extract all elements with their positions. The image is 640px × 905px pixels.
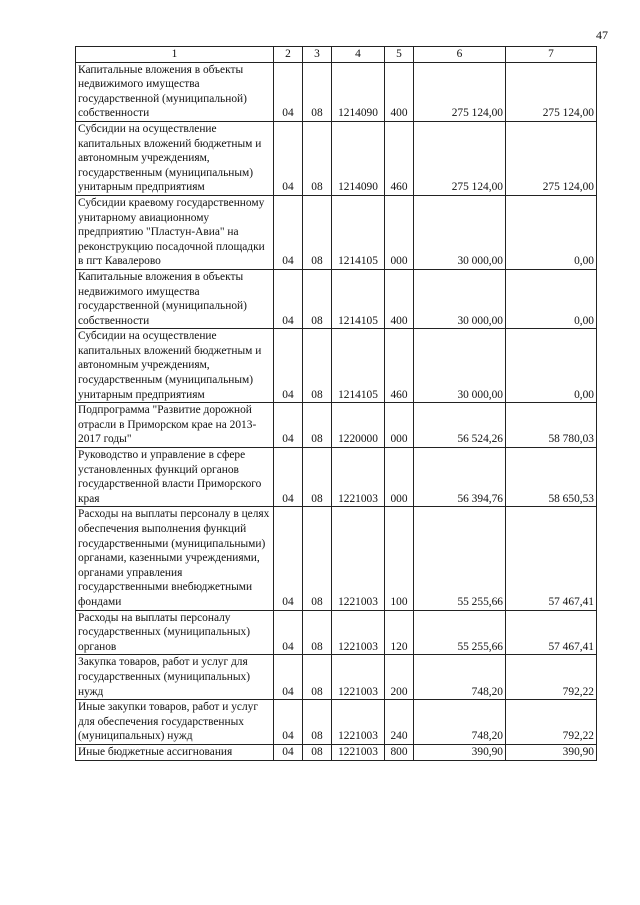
target-article-code: 1221003 [332, 448, 385, 507]
section-code: 04 [274, 744, 303, 760]
amount-year-2: 0,00 [506, 269, 597, 328]
amount-year-2: 57 467,41 [506, 507, 597, 610]
amount-year-1: 275 124,00 [414, 121, 506, 195]
amount-year-2: 275 124,00 [506, 121, 597, 195]
header-row [76, 47, 597, 63]
table-row [76, 448, 597, 507]
table-row [76, 507, 597, 610]
row-name: Капитальные вложения в объекты недвижимого имущества государственной (муниципальной) собственности [76, 62, 274, 121]
table-row [76, 655, 597, 700]
row-name: Закупка товаров, работ и услуг для государственных (муниципальных) нужд [76, 655, 274, 700]
table-row [76, 195, 597, 269]
target-article-code: 1214105 [332, 269, 385, 328]
subsection-code: 08 [303, 195, 332, 269]
header-cell: 5 [385, 47, 414, 63]
page-number: 47 [596, 28, 608, 42]
expense-type-code: 240 [385, 700, 414, 745]
section-code: 04 [274, 329, 303, 403]
section-code: 04 [274, 610, 303, 655]
amount-year-2: 57 467,41 [506, 610, 597, 655]
target-article-code: 1214105 [332, 195, 385, 269]
section-code: 04 [274, 403, 303, 448]
row-name: Подпрограмма "Развитие дорожной отрасли в Приморском крае на 2013-2017 годы" [76, 403, 274, 448]
subsection-code: 08 [303, 610, 332, 655]
table-row [76, 269, 597, 328]
expense-type-code: 000 [385, 403, 414, 448]
section-code: 04 [274, 448, 303, 507]
expense-type-code: 100 [385, 507, 414, 610]
amount-year-2: 792,22 [506, 700, 597, 745]
header-cell: 6 [414, 47, 506, 63]
table-row [76, 744, 597, 760]
subsection-code: 08 [303, 62, 332, 121]
amount-year-2: 58 780,03 [506, 403, 597, 448]
header-cell: 4 [332, 47, 385, 63]
target-article-code: 1214090 [332, 62, 385, 121]
header-cell: 2 [274, 47, 303, 63]
amount-year-1: 30 000,00 [414, 329, 506, 403]
amount-year-2: 792,22 [506, 655, 597, 700]
subsection-code: 08 [303, 329, 332, 403]
amount-year-2: 0,00 [506, 195, 597, 269]
subsection-code: 08 [303, 507, 332, 610]
target-article-code: 1221003 [332, 507, 385, 610]
amount-year-2: 0,00 [506, 329, 597, 403]
expense-type-code: 400 [385, 269, 414, 328]
target-article-code: 1221003 [332, 744, 385, 760]
target-article-code: 1220000 [332, 403, 385, 448]
header-cell: 7 [506, 47, 597, 63]
table-row [76, 121, 597, 195]
section-code: 04 [274, 62, 303, 121]
subsection-code: 08 [303, 403, 332, 448]
subsection-code: 08 [303, 448, 332, 507]
row-name: Субсидии на осуществление капитальных вложений бюджетным и автономным учреждениям, государственным (муниципальным) унитарным предприятиям [76, 121, 274, 195]
expense-type-code: 460 [385, 121, 414, 195]
amount-year-1: 55 255,66 [414, 507, 506, 610]
amount-year-1: 55 255,66 [414, 610, 506, 655]
table-row [76, 329, 597, 403]
section-code: 04 [274, 269, 303, 328]
header-cell: 1 [76, 47, 274, 63]
header-cell: 3 [303, 47, 332, 63]
row-name: Расходы на выплаты персоналу в целях обеспечения выполнения функций государственными (муниципальными) органами, казенными учреждениями, органами управления государственными внебюджетными фондами [76, 507, 274, 610]
amount-year-2: 275 124,00 [506, 62, 597, 121]
amount-year-2: 58 650,53 [506, 448, 597, 507]
row-name: Капитальные вложения в объекты недвижимого имущества государственной (муниципальной) собственности [76, 269, 274, 328]
section-code: 04 [274, 121, 303, 195]
table-row [76, 610, 597, 655]
row-name: Иные закупки товаров, работ и услуг для обеспечения государственных (муниципальных) нужд [76, 700, 274, 745]
amount-year-1: 30 000,00 [414, 195, 506, 269]
expense-type-code: 000 [385, 448, 414, 507]
expense-type-code: 120 [385, 610, 414, 655]
target-article-code: 1221003 [332, 655, 385, 700]
target-article-code: 1214090 [332, 121, 385, 195]
subsection-code: 08 [303, 700, 332, 745]
amount-year-1: 56 524,26 [414, 403, 506, 448]
row-name: Иные бюджетные ассигнования [76, 744, 274, 760]
target-article-code: 1221003 [332, 610, 385, 655]
row-name: Субсидии краевому государственному унитарному авиационному предприятию "Пластун-Авиа" на реконструкцию посадочной площадки в пгт Кавалерово [76, 195, 274, 269]
section-code: 04 [274, 655, 303, 700]
target-article-code: 1214105 [332, 329, 385, 403]
amount-year-2: 390,90 [506, 744, 597, 760]
row-name: Руководство и управление в сфере установленных функций органов государственной власти Приморского края [76, 448, 274, 507]
subsection-code: 08 [303, 121, 332, 195]
subsection-code: 08 [303, 655, 332, 700]
expense-type-code: 000 [385, 195, 414, 269]
row-name: Расходы на выплаты персоналу государственных (муниципальных) органов [76, 610, 274, 655]
subsection-code: 08 [303, 269, 332, 328]
expense-type-code: 460 [385, 329, 414, 403]
amount-year-1: 390,90 [414, 744, 506, 760]
subsection-code: 08 [303, 744, 332, 760]
section-code: 04 [274, 700, 303, 745]
amount-year-1: 748,20 [414, 700, 506, 745]
amount-year-1: 275 124,00 [414, 62, 506, 121]
table-row [76, 700, 597, 745]
expense-type-code: 400 [385, 62, 414, 121]
amount-year-1: 748,20 [414, 655, 506, 700]
expense-type-code: 800 [385, 744, 414, 760]
budget-table [75, 46, 597, 761]
amount-year-1: 30 000,00 [414, 269, 506, 328]
section-code: 04 [274, 507, 303, 610]
table-row [76, 62, 597, 121]
amount-year-1: 56 394,76 [414, 448, 506, 507]
row-name: Субсидии на осуществление капитальных вложений бюджетным и автономным учреждениям, государственным (муниципальным) унитарным предприятиям [76, 329, 274, 403]
section-code: 04 [274, 195, 303, 269]
target-article-code: 1221003 [332, 700, 385, 745]
expense-type-code: 200 [385, 655, 414, 700]
table-row [76, 403, 597, 448]
